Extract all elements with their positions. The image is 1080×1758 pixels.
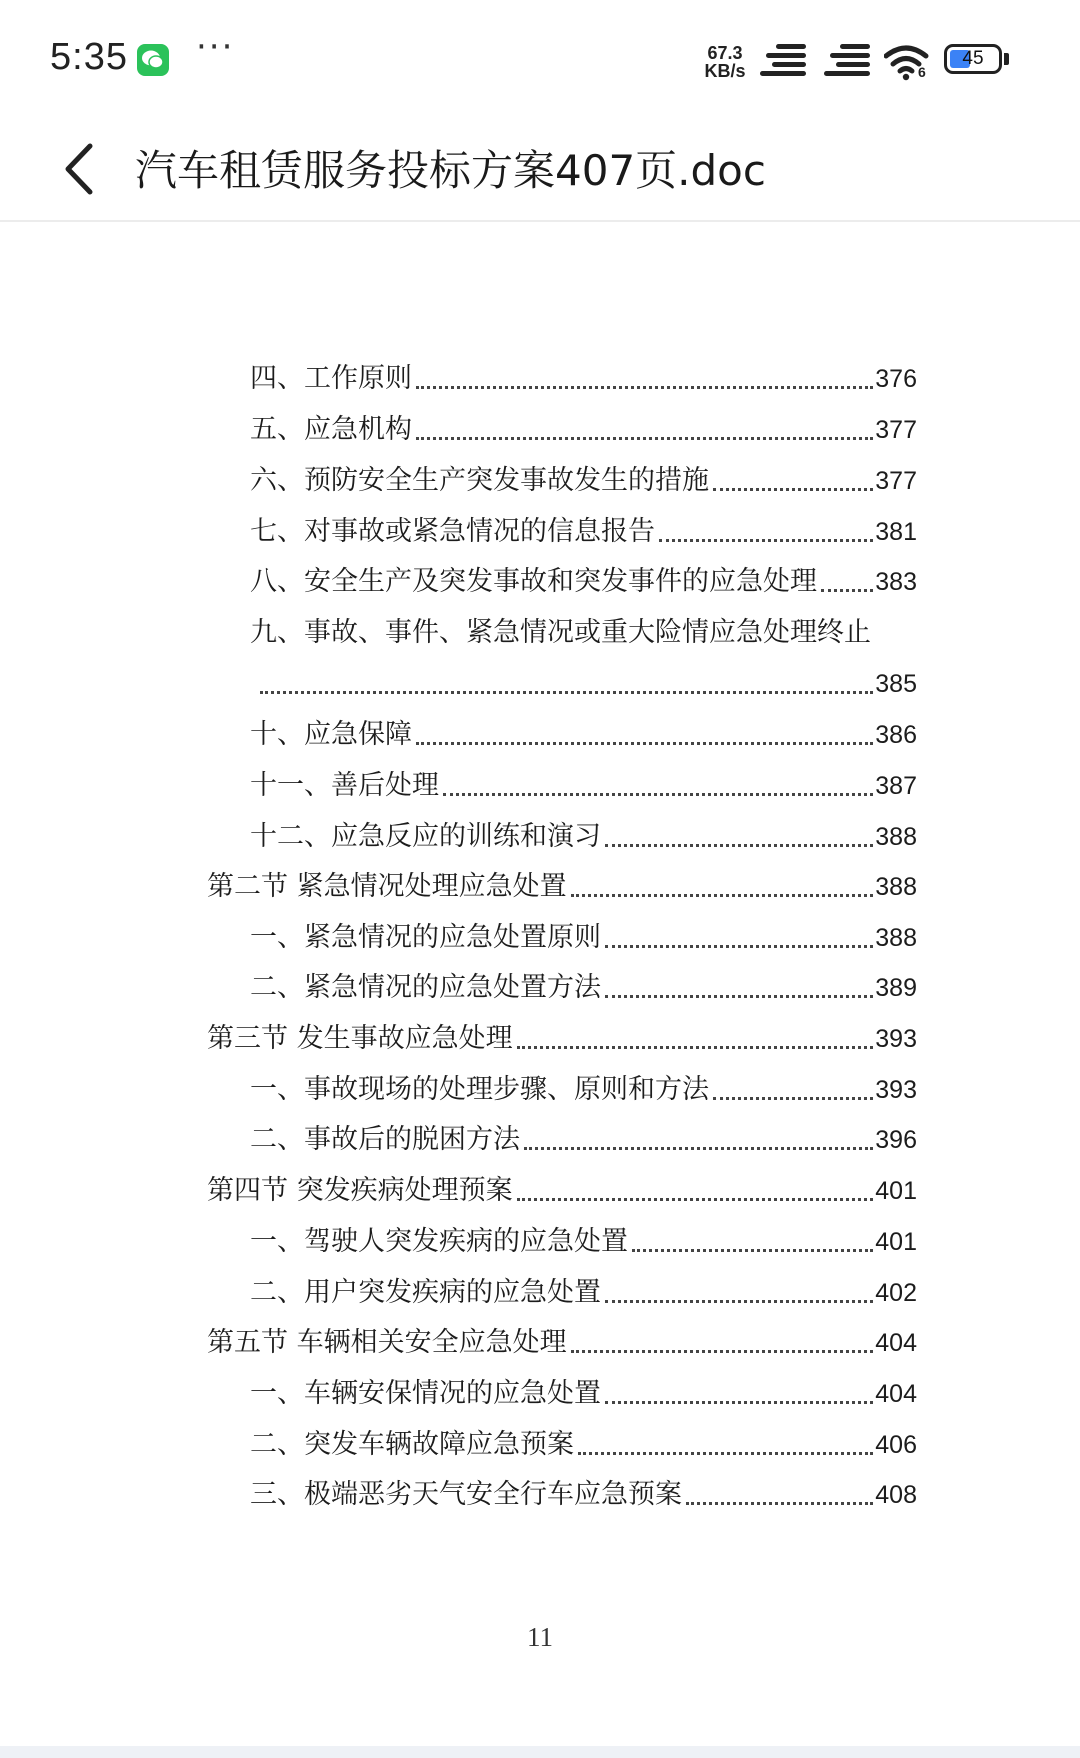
wifi-badge: 6 [918, 64, 926, 80]
toc-entry-label: 一、车辆安保情况的应急处置 [250, 1378, 601, 1409]
toc-entry[interactable] [250, 715, 917, 755]
toc-section-entry[interactable] [207, 867, 917, 907]
toc-leader [821, 589, 873, 592]
toc-leader [571, 1350, 874, 1353]
toc-entry-page: 386 [875, 721, 917, 749]
toc-entry-page: 377 [875, 467, 917, 495]
toc-entry-label: 十、应急保障 [250, 719, 412, 750]
toc-entry-label: 一、事故现场的处理步骤、原则和方法 [250, 1074, 709, 1105]
toc-entry-page: 401 [875, 1177, 917, 1205]
toc-entry[interactable] [250, 1374, 917, 1414]
toc-entry[interactable] [250, 1273, 917, 1313]
toc-entry[interactable] [250, 918, 917, 958]
network-speed [699, 44, 751, 80]
battery-tip [1004, 53, 1009, 65]
toc-entry-label: 八、安全生产及突发事故和突发事件的应急处理 [250, 566, 817, 597]
toc-entry-page: 385 [875, 670, 917, 698]
toc-entry-label: 第三节 发生事故应急处理 [207, 1023, 513, 1054]
toc-entry-label: 五、应急机构 [250, 414, 412, 445]
toc-entry-page: 376 [875, 365, 917, 393]
toc-entry-page: 396 [875, 1126, 917, 1154]
toc-entry[interactable] [250, 1425, 917, 1465]
toc-leader [443, 793, 873, 796]
toc-section-entry[interactable] [207, 1019, 917, 1059]
toc-entry-label: 第四节 突发疾病处理预案 [207, 1175, 513, 1206]
toc-entry-label: 三、极端恶劣天气安全行车应急预案 [250, 1479, 682, 1510]
toc-leader [686, 1502, 873, 1505]
toc-leader [517, 1198, 874, 1201]
toc-entry-page: 402 [875, 1279, 917, 1307]
toc-entry-wrapped[interactable] [250, 613, 917, 653]
toc-entry-label: 六、预防安全生产突发事故发生的措施 [250, 465, 709, 496]
toc-entry-page: 393 [875, 1025, 917, 1053]
toc-entry[interactable] [250, 512, 917, 552]
toc-leader [524, 1147, 873, 1150]
toc-leader [605, 844, 873, 847]
toc-entry-label: 二、事故后的脱困方法 [250, 1124, 520, 1155]
status-bar [0, 0, 1080, 120]
battery-level: 45 [962, 48, 984, 69]
toc-leader [659, 539, 873, 542]
toc-leader [416, 437, 873, 440]
toc-entry-page: 406 [875, 1431, 917, 1459]
title-bar [0, 120, 1080, 220]
document-page[interactable] [0, 222, 1080, 1758]
toc-entry-page: 393 [875, 1076, 917, 1104]
toc-entry[interactable] [250, 461, 917, 501]
toc-entry-label: 十二、应急反应的训练和演习 [250, 821, 601, 852]
wechat-icon [137, 44, 169, 76]
toc-leader [605, 1300, 873, 1303]
signal-sim1-icon [760, 44, 808, 78]
toc-leader [713, 1097, 873, 1100]
document-title: 汽车租赁服务投标方案407页.doc [135, 146, 766, 195]
toc-entry[interactable] [250, 1475, 917, 1515]
toc-entry-label: 一、驾驶人突发疾病的应急处置 [250, 1226, 628, 1257]
toc-entry-label: 第五节 车辆相关安全应急处理 [207, 1327, 567, 1358]
toc-leader [605, 1401, 873, 1404]
toc-leader [416, 742, 873, 745]
toc-entry-label: 二、突发车辆故障应急预案 [250, 1429, 574, 1460]
toc-entry-page: 388 [875, 924, 917, 952]
toc-leader [605, 945, 873, 948]
toc-entry-page: 387 [875, 772, 917, 800]
network-speed-unit: KB/s [704, 61, 746, 81]
toc-entry[interactable] [250, 968, 917, 1008]
toc-entry[interactable] [250, 359, 917, 399]
toc-entry-label: 二、紧急情况的应急处置方法 [250, 972, 601, 1003]
toc-entry-label: 九、事故、事件、紧急情况或重大险情应急处理终止 [250, 617, 871, 648]
toc-entry-page: 408 [875, 1481, 917, 1509]
toc-entry-label: 二、用户突发疾病的应急处置 [250, 1277, 601, 1308]
toc-entry[interactable] [250, 1070, 917, 1110]
toc-leader [605, 995, 873, 998]
bottom-edge [0, 1746, 1080, 1758]
toc-entry-page: 383 [875, 568, 917, 596]
toc-entry[interactable] [250, 562, 917, 602]
toc-entry[interactable] [250, 766, 917, 806]
signal-sim2-icon [824, 44, 872, 78]
toc-entry-page: 389 [875, 974, 917, 1002]
toc-entry[interactable] [250, 1120, 917, 1160]
toc-entry-label: 四、工作原则 [250, 363, 412, 394]
toc-entry-continuation[interactable] [256, 664, 917, 704]
toc-entry-label: 一、紧急情况的应急处置原则 [250, 922, 601, 953]
page-number: 11 [527, 1622, 553, 1652]
toc-entry[interactable] [250, 1222, 917, 1262]
toc-entry-page: 381 [875, 518, 917, 546]
toc-leader [416, 386, 873, 389]
toc-leader [517, 1046, 874, 1049]
toc-section-entry[interactable] [207, 1171, 917, 1211]
toc-entry-label: 七、对事故或紧急情况的信息报告 [250, 516, 655, 547]
toc-leader [578, 1452, 873, 1455]
battery-icon [944, 44, 1002, 74]
toc-leader [632, 1249, 873, 1252]
toc-section-entry[interactable] [207, 1323, 917, 1363]
toc-entry-page: 401 [875, 1228, 917, 1256]
toc-leader [571, 894, 874, 897]
toc-entry-page: 404 [875, 1329, 917, 1357]
back-arrow-icon[interactable] [62, 140, 96, 198]
toc-entry-label: 第二节 紧急情况处理应急处置 [207, 871, 567, 902]
toc-entry-page: 388 [875, 873, 917, 901]
toc-leader [713, 488, 873, 491]
toc-entry-page: 388 [875, 823, 917, 851]
toc-entry-page: 377 [875, 416, 917, 444]
more-notifications-icon: ··· [196, 27, 235, 67]
toc-leader [260, 691, 873, 694]
toc-entry[interactable] [250, 410, 917, 450]
toc-entry-page: 404 [875, 1380, 917, 1408]
status-time: 5:35 [50, 36, 128, 78]
network-speed-value: 67.3 [707, 43, 743, 63]
toc-entry[interactable] [250, 817, 917, 857]
toc-entry-label: 十一、善后处理 [250, 770, 439, 801]
